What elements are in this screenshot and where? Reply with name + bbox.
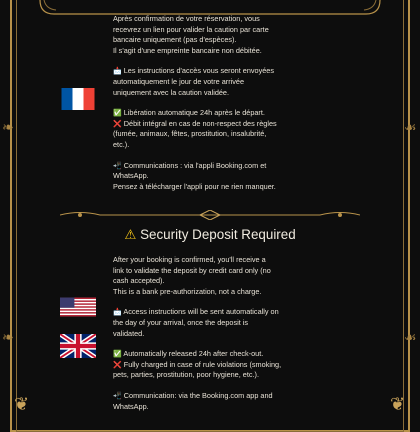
calendar-icon: 📩 [113,308,122,317]
text: Automatically released 24h after check-out. [123,349,264,359]
text-line: Après confirmation de votre réservation, vous [113,14,260,23]
uk-flag [60,334,96,358]
text: Débit intégral en cas de non-respect des règles [123,118,277,128]
phone-icon: 📲 [113,391,122,400]
calendar-icon: 📩 [113,67,122,76]
english-para-3 [113,349,313,381]
corner-ornament-br: ❦ [390,394,406,415]
divider-ornament [60,210,360,220]
left-side-ornament-2: ❧ [2,330,14,346]
cross-icon: ❌ [113,119,122,128]
english-para-2 [113,307,313,339]
text-line: cash accepted). [113,276,165,286]
warning-icon: ⚠ [124,228,137,243]
english-section [113,255,313,422]
french-section [113,14,313,202]
text-line: uniquement avec la caution validée. [113,87,230,97]
english-para-4 [113,391,313,412]
left-side-ornament: ❧ [2,120,14,136]
text-line [113,119,313,130]
text-line [113,307,313,318]
french-para-3 [113,108,313,150]
cross-icon: ❌ [113,360,122,369]
text-line: pets, parties, prostitution, poor hygiene, etc.). [113,370,260,380]
text-line: validated. [113,328,145,338]
text-line: WhatsApp. [113,401,149,411]
right-side-ornament-2: ☙ [404,330,417,346]
text-line: After your booking is confirmed, you'll receive a [113,255,266,264]
corner-ornament-bl: ❦ [14,394,30,415]
english-para-1 [113,255,313,297]
text-line: the day of your arrival, once the deposit is [113,317,249,327]
text-line [113,349,313,360]
text: Libération automatique 24h après le départ. [123,108,265,118]
us-flag [60,296,96,318]
phone-icon: 📲 [113,161,122,170]
text-line: (fumée, animaux, fêtes, prostitution, insalubrité, [113,129,267,139]
text-line [113,161,313,172]
text: Les instructions d'accès vous seront envoyées [123,66,274,76]
text-line: automatiquement le jour de votre arrivée [113,76,245,86]
french-para-1 [113,14,313,56]
text-line: Il s'agit d'une empreinte bancaire non débitée. [113,45,262,55]
text: Communication: via the Booking.com app and [123,390,273,400]
text-line [113,108,313,119]
text-line: bancaire uniquement (pas d'espèces). [113,35,237,45]
text: Communications : via l'appli Booking.com et [123,160,267,170]
text-line: Pensez à télécharger l'appli pour ne rien manquer. [113,181,276,191]
text-line: recevrez un lien pour valider la caution par carte [113,24,269,34]
check-icon: ✅ [113,109,122,118]
text-line [113,391,313,402]
french-para-2 [113,66,313,98]
text-line: WhatsApp. [113,171,149,181]
text-line [113,66,313,77]
text-line [113,360,313,371]
text-line: This is a bank pre-authorization, not a charge. [113,286,262,296]
section-title [0,227,420,243]
title-text: Security Deposit Required [140,227,296,242]
right-side-ornament: ☙ [404,120,417,136]
check-icon: ✅ [113,350,122,359]
france-flag [60,88,96,110]
text: Access instructions will be sent automatically on [123,307,279,317]
text-line: etc.). [113,139,130,149]
text-line: link to validate the deposit by credit card only (no [113,265,271,275]
text: Fully charged in case of rule violations (smoking, [123,359,282,369]
french-para-4 [113,161,313,193]
